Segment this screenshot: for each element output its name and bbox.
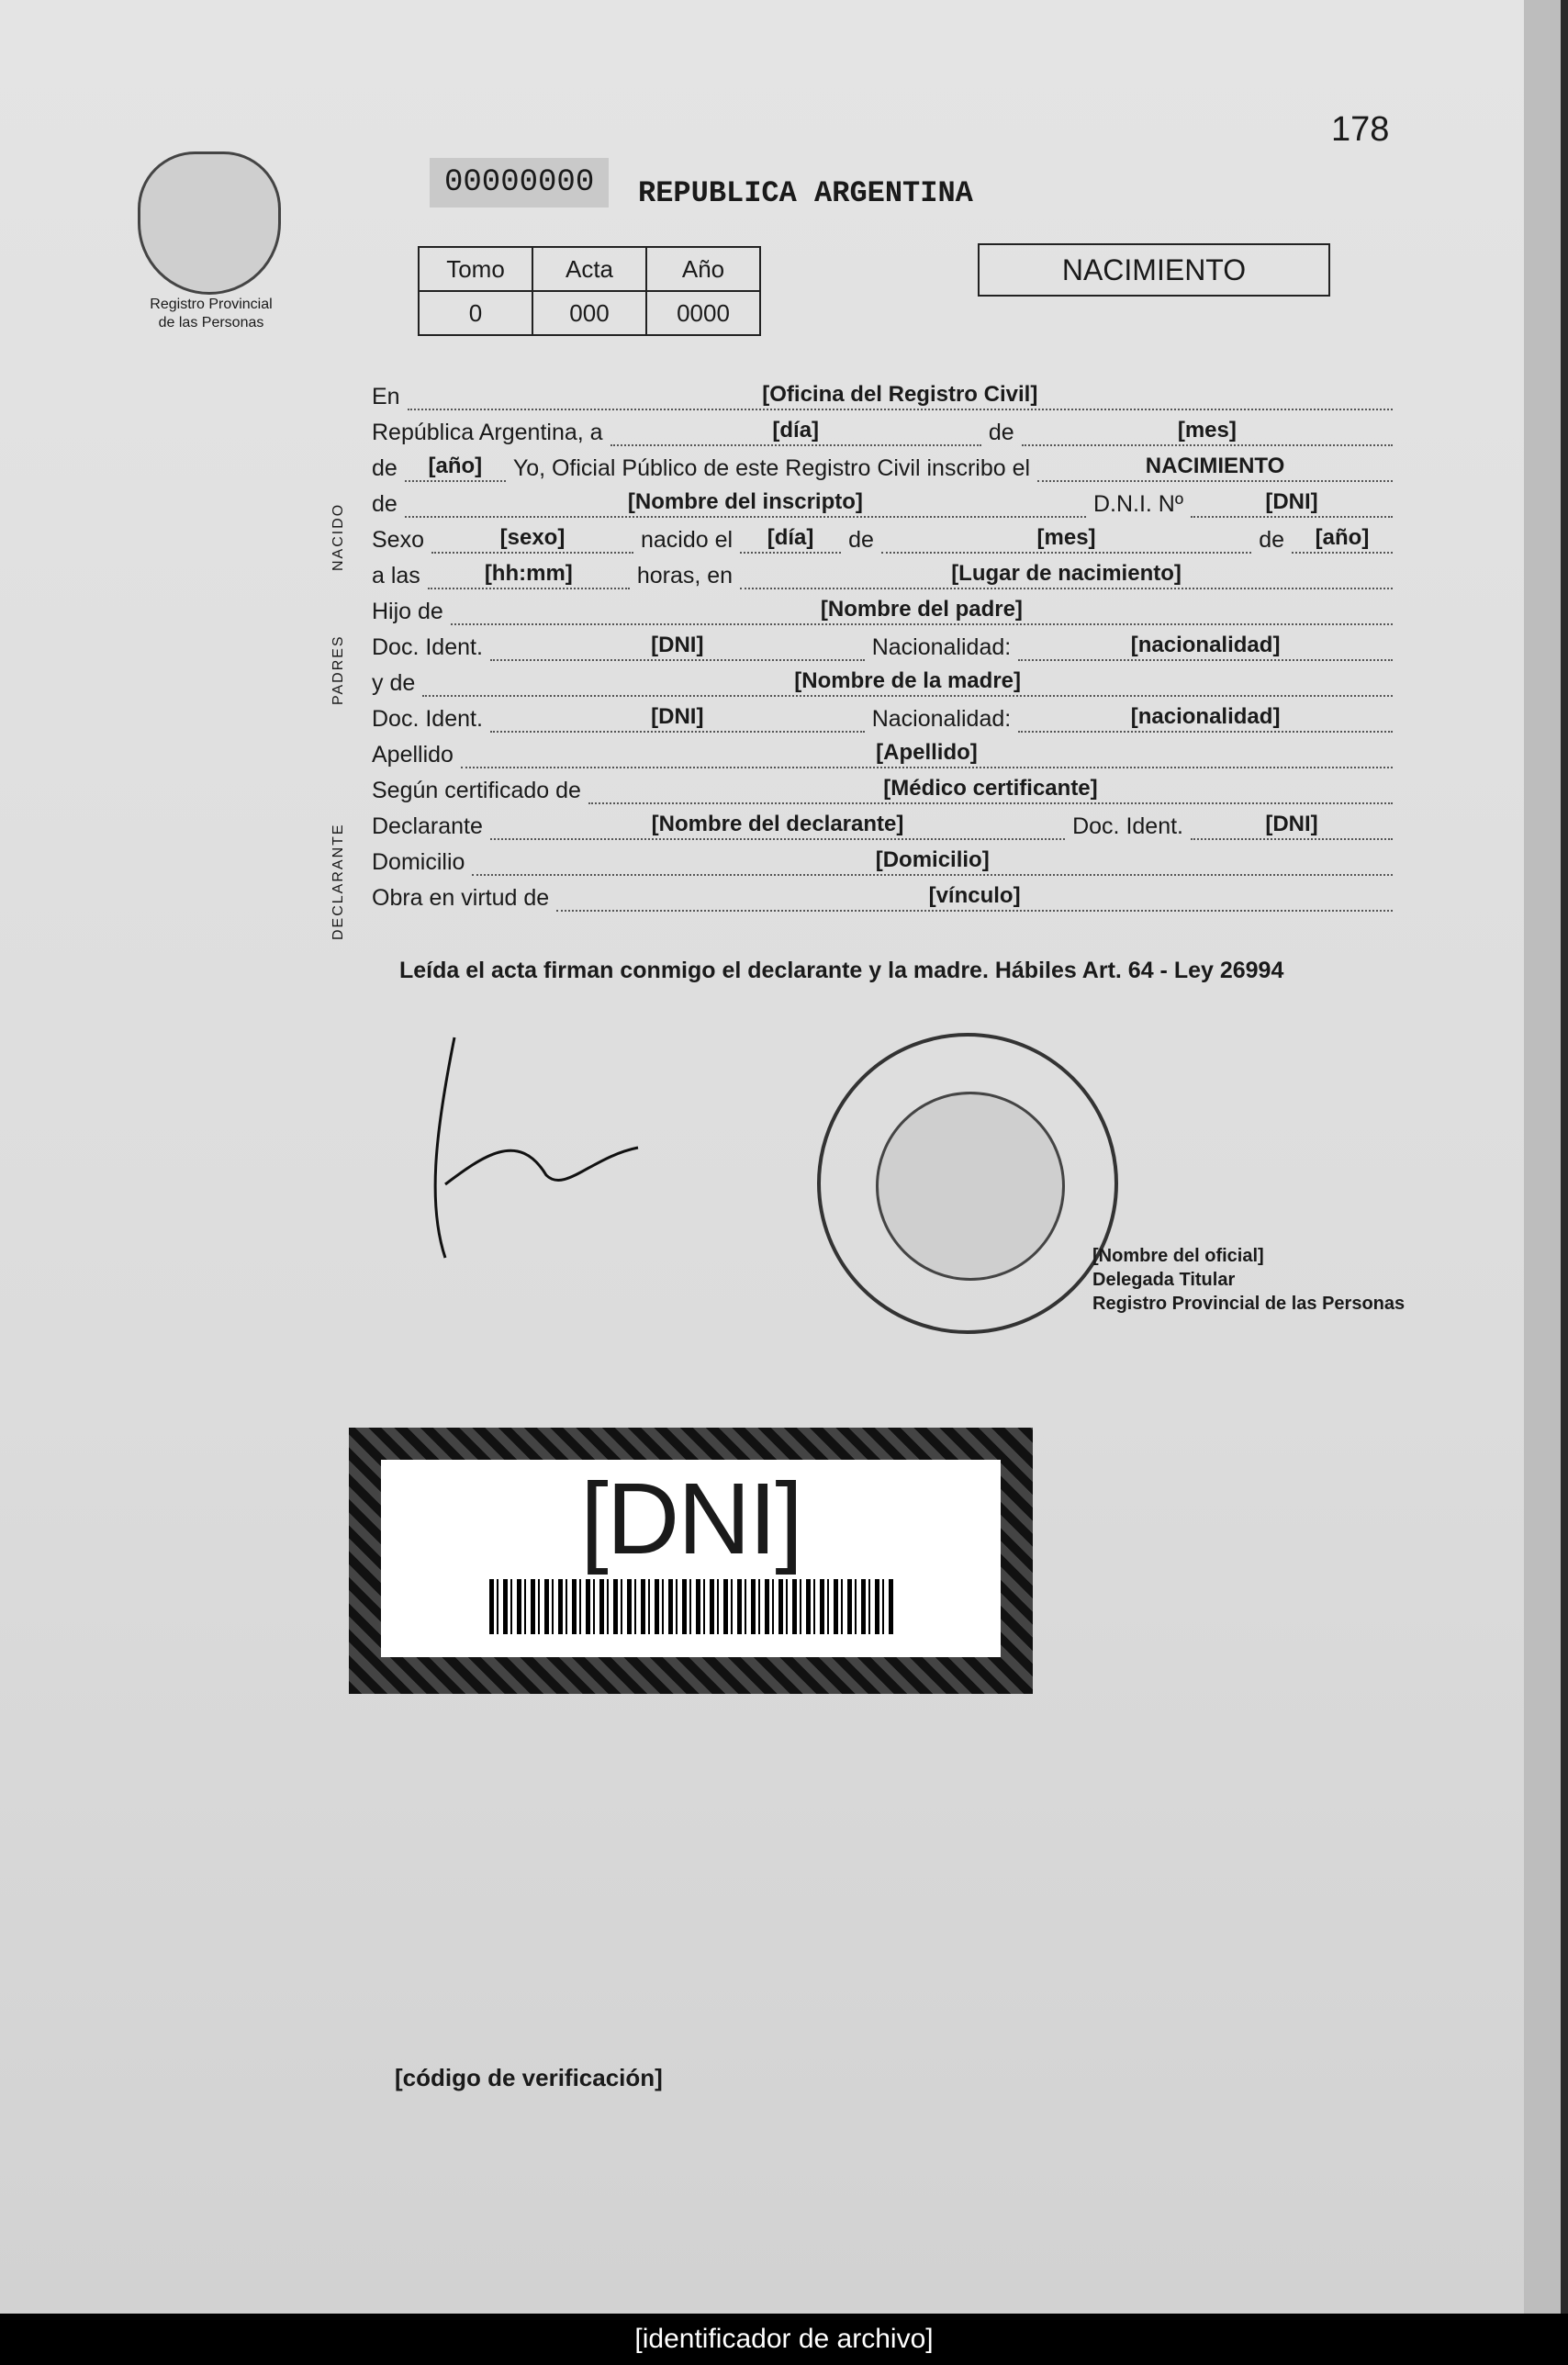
register-value: 000	[532, 291, 646, 335]
official-signature-block	[1092, 1244, 1405, 1316]
field-value: [día]	[610, 417, 981, 446]
register-header: Tomo	[419, 247, 532, 291]
form-row	[372, 482, 1400, 518]
field-label: En	[372, 384, 400, 409]
register-table	[418, 246, 761, 336]
seal-caption-line: Registro Provincial	[150, 297, 273, 312]
closing-statement: Leída el acta firman conmigo el declarante y la madre. Hábiles Art. 64 - Ley 26994	[399, 958, 1284, 983]
form-row	[372, 876, 1400, 912]
field-label: Nacionalidad:	[871, 706, 1012, 732]
field-label: Según certificado de	[372, 778, 581, 803]
serial-number: 00000000	[430, 158, 609, 207]
seal-caption-line: de las Personas	[158, 315, 264, 331]
field-label: Obra en virtud de	[372, 885, 550, 911]
official-name: [Nombre del oficial]	[1092, 1246, 1264, 1266]
field-label: Sexo	[372, 527, 424, 553]
field-value: NACIMIENTO	[1037, 453, 1393, 482]
field-value: [nacionalidad]	[1018, 632, 1393, 661]
field-value: [año]	[1292, 524, 1393, 554]
official-office: Registro Provincial de las Personas	[1092, 1294, 1406, 1314]
field-value: [Oficina del Registro Civil]	[408, 381, 1393, 410]
form-row	[372, 840, 1400, 876]
file-footer: [identificador de archivo]	[0, 2314, 1568, 2365]
field-value: [Médico certificante]	[588, 775, 1393, 804]
field-label: Declarante	[372, 813, 483, 839]
provincial-seal-icon	[138, 151, 281, 295]
field-value: [hh:mm]	[428, 560, 630, 589]
form-row	[372, 589, 1400, 625]
verification-hash: [código de verificación]	[395, 2064, 663, 2091]
field-label: D.N.I. Nº	[1092, 491, 1183, 517]
register-header: Año	[646, 247, 760, 291]
field-label: Nacionalidad:	[871, 634, 1012, 660]
field-value: [vínculo]	[556, 882, 1393, 912]
field-label: Doc. Ident.	[372, 634, 483, 660]
field-label: Doc. Ident.	[372, 706, 483, 732]
barcode-label	[381, 1460, 1001, 1657]
seal-caption	[119, 296, 303, 332]
field-label: Apellido	[372, 742, 454, 768]
field-label: a las	[372, 563, 420, 588]
field-value: [DNI]	[490, 632, 865, 661]
form-row	[372, 554, 1400, 589]
field-value: [Nombre del inscripto]	[405, 488, 1086, 518]
field-label: Hijo de	[372, 599, 443, 624]
form-row	[372, 768, 1400, 804]
field-value: [Nombre del declarante]	[490, 811, 1065, 840]
section-label-declarant: DECLARANTE	[330, 823, 346, 940]
record-type-box: NACIMIENTO	[978, 243, 1330, 297]
field-value: [DNI]	[1191, 488, 1393, 518]
section-label-parents: PADRES	[330, 634, 346, 706]
field-label: de	[1259, 527, 1284, 553]
handwritten-signature-icon	[399, 1019, 675, 1295]
field-label: Yo, Oficial Público de este Registro Civil inscribo el	[512, 455, 1031, 481]
form-row	[372, 661, 1400, 697]
form-row	[372, 697, 1400, 733]
field-label: de	[372, 491, 398, 517]
field-value: [Domicilio]	[472, 846, 1393, 876]
field-label: Domicilio	[372, 849, 465, 875]
field-label: de	[372, 455, 398, 481]
register-header: Acta	[532, 247, 646, 291]
field-label: horas, en	[636, 563, 734, 588]
field-value: [Apellido]	[461, 739, 1393, 768]
id-barcode-card	[349, 1428, 1033, 1694]
field-label: y de	[372, 670, 416, 696]
field-value: [sexo]	[431, 524, 633, 554]
register-value: 0	[419, 291, 532, 335]
field-value: [mes]	[881, 524, 1251, 554]
form-row	[372, 518, 1400, 554]
field-value: [mes]	[1022, 417, 1393, 446]
official-role: Delegada Titular	[1092, 1270, 1236, 1290]
form-row	[372, 375, 1400, 410]
field-label: Doc. Ident.	[1072, 813, 1183, 839]
register-value: 0000	[646, 291, 760, 335]
section-label-born: NACIDO	[330, 502, 346, 572]
field-label: República Argentina, a	[372, 420, 603, 445]
folio-number: 178	[1331, 110, 1390, 149]
field-value: [DNI]	[490, 703, 865, 733]
form-row	[372, 625, 1400, 661]
field-value: [DNI]	[1191, 811, 1393, 840]
form-row	[372, 804, 1400, 840]
barcode-number: [DNI]	[580, 1463, 801, 1575]
stamp-emblem-icon	[876, 1092, 1065, 1281]
barcode-icon	[489, 1579, 893, 1634]
field-label: nacido el	[640, 527, 734, 553]
registration-form	[372, 375, 1400, 912]
field-value: [Nombre del padre]	[451, 596, 1393, 625]
form-row	[372, 733, 1400, 768]
official-stamp-icon	[817, 1033, 1118, 1334]
field-value: [Nombre de la madre]	[422, 667, 1393, 697]
form-row	[372, 410, 1400, 446]
field-label: de	[988, 420, 1014, 445]
form-row	[372, 446, 1400, 482]
country-title: REPUBLICA ARGENTINA	[638, 176, 973, 210]
field-value: [año]	[405, 453, 506, 482]
field-label: de	[848, 527, 874, 553]
field-value: [día]	[740, 524, 841, 554]
field-value: [Lugar de nacimiento]	[740, 560, 1393, 589]
field-value: [nacionalidad]	[1018, 703, 1393, 733]
